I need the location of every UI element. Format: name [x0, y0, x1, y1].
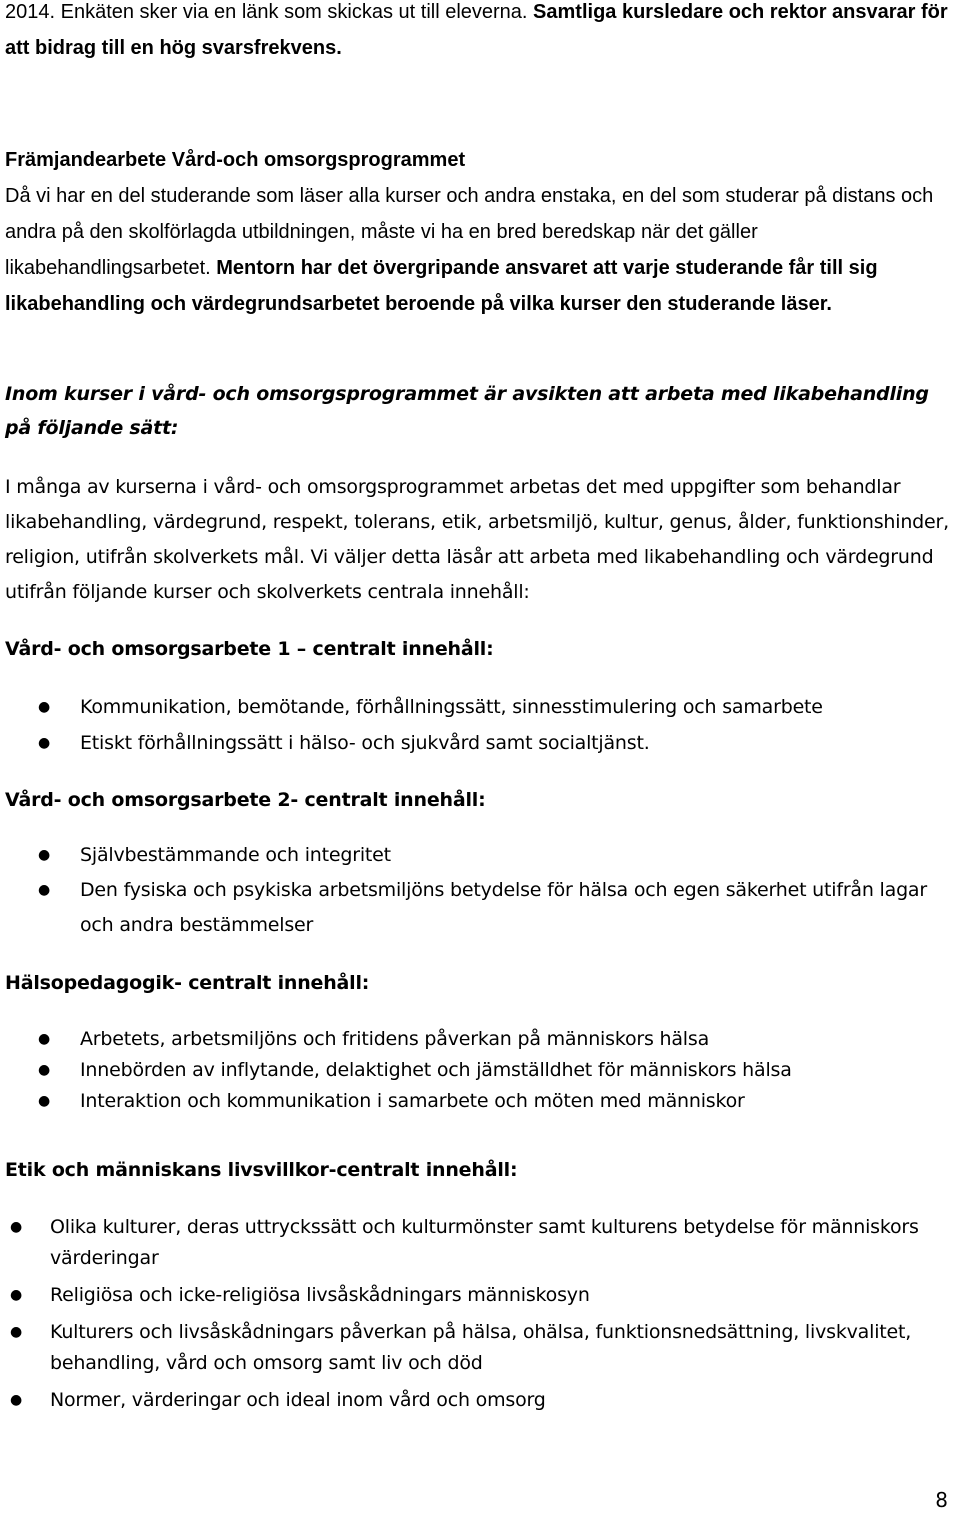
list-item: ● Den fysiska och psykiska arbetsmiljöns betydelse för hälsa och egen säkerhet utifrån lagar och andra bestämmelser: [5, 873, 952, 943]
intro-plain-text: 2014. Enkäten sker via en länk som skickas ut till eleverna.: [5, 1, 534, 23]
bullet-icon: ●: [38, 1062, 51, 1078]
intro-bold-text: Samtliga kursledare och rektor ansvarar för att bidrag till en hög svarsfrekvens.: [5, 1, 948, 59]
course-list: [5, 838, 952, 943]
bullet-icon: ●: [38, 699, 51, 715]
bullet-icon: ●: [38, 847, 51, 863]
section-bold-text: Mentorn har det övergripande ansvaret att varje studerande får till sig likabehandling och värdegrundsarbetet beroende på vilka kurser den studerande läser.: [5, 257, 878, 315]
body-paragraph: I många av kurserna i vård- och omsorgsprogrammet arbetas det med uppgifter som behandlar likabehandling, värdegrund, respekt, tolerans, etik, arbetsmiljö, kultur, genus, ålder, funktionshinder, religion, utifrån skolverkets mål. Vi väljer detta läsår att arbeta med likabehandling och värdegrund utifrån följande kurser och skolverkets centrala innehåll:: [5, 476, 949, 603]
course-heading: Vård- och omsorgsarbete 1 – centralt innehåll:: [5, 638, 494, 660]
bullet-icon: ●: [38, 1093, 51, 1109]
section-title: Främjandearbete Vård-och omsorgsprogrammet: [5, 149, 466, 171]
list-item: ● Normer, värderingar och ideal inom vård och omsorg: [5, 1385, 952, 1416]
list-item: ● Innebörden av inflytande, delaktighet och jämställdhet för människors hälsa: [5, 1055, 952, 1086]
page-number: 8: [935, 1488, 948, 1512]
italic-heading: Inom kurser i vård- och omsorgsprogrammet är avsikten att arbeta med likabehandling på följande sätt:: [5, 383, 929, 439]
section-paragraph: [5, 178, 952, 322]
course-heading: Vård- och omsorgsarbete 2- centralt innehåll:: [5, 789, 486, 811]
list-item: ● Interaktion och kommunikation i samarbete och möten med människor: [5, 1086, 952, 1117]
list-item: ● Kommunikation, bemötande, förhållningssätt, sinnesstimulering och samarbete: [5, 689, 952, 725]
bullet-icon: ●: [38, 735, 51, 751]
list-item: ● Kulturers och livsåskådningars påverkan på hälsa, ohälsa, funktionsnedsättning, livskvalitet, behandling, vård och omsorg samt liv och död: [5, 1317, 952, 1379]
list-item: ● Olika kulturer, deras uttryckssätt och kulturmönster samt kulturens betydelse för människors värderingar: [5, 1212, 952, 1274]
course-list: [5, 1024, 952, 1117]
bullet-icon: ●: [38, 1031, 51, 1047]
course-list: [5, 1212, 952, 1416]
list-item: ● Religiösa och icke-religiösa livsåskådningars människosyn: [5, 1280, 952, 1311]
bullet-icon: ●: [10, 1392, 23, 1408]
list-item: ● Etiskt förhållningssätt i hälso- och sjukvård samt socialtjänst.: [5, 725, 952, 761]
course-heading: Hälsopedagogik- centralt innehåll:: [5, 972, 370, 994]
bullet-icon: ●: [10, 1324, 23, 1340]
course-heading: Etik och människans livsvillkor-centralt innehåll:: [5, 1159, 518, 1181]
bullet-icon: ●: [10, 1219, 23, 1235]
list-item: ● Självbestämmande och integritet: [5, 838, 952, 873]
list-item: ● Arbetets, arbetsmiljöns och fritidens påverkan på människors hälsa: [5, 1024, 952, 1055]
intro-paragraph: [5, 0, 952, 66]
bullet-icon: ●: [38, 882, 51, 898]
section-plain-text: Då vi har en del studerande som läser alla kurser och andra enstaka, en del som studerar på distans och andra på den skolförlagda utbildningen, måste vi ha en bred beredskap när det gäller likabehandlingsarbetet.: [5, 185, 934, 279]
bullet-icon: ●: [10, 1287, 23, 1303]
course-list: [5, 689, 952, 761]
